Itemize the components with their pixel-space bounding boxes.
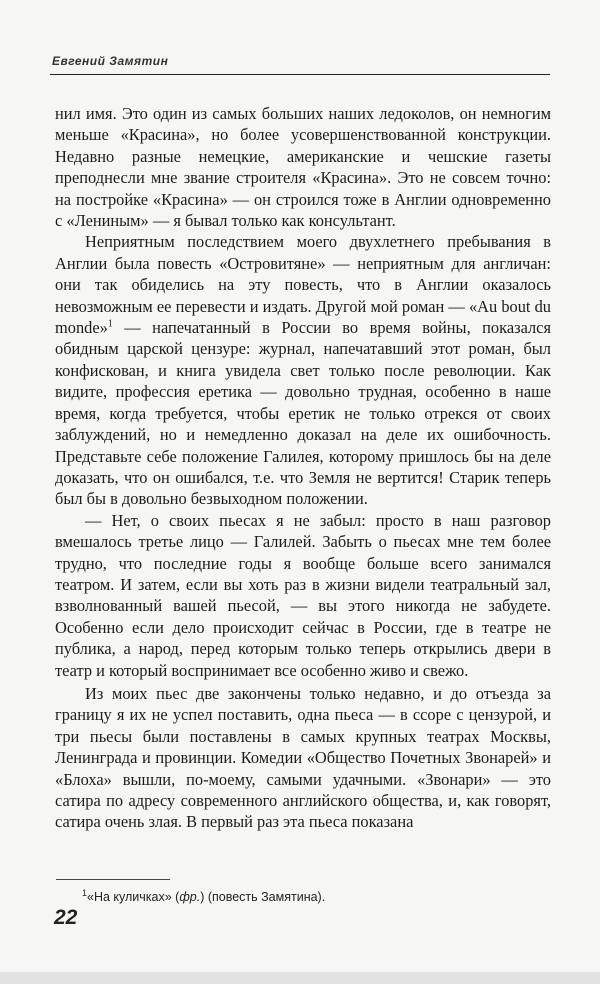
paragraph-part: Неприятным последствием моего двухлетнего пребывания в Англии была повесть «Островитяне» — неприятным для англичан: они так обиделись на эту повесть, что в Англии оказалось невозможным ее перевести и издать. Другой мой роман — «Au bout du monde»: [55, 232, 551, 338]
paragraph: Из моих пьес две закончены только недавно, и до отъезда за границу я их не успел поставить, одна пьеса — в ссоре с цензурой, и три пьесы были поставлены в самых крупных театрах Москвы, Ленинграда и провинции. Комедии «Общество Почетных Звонарей» и «Блоха» вышли, по-моему, самыми удачными. «Звонари» — это сатира по адресу современного английского общества, и, как говорят, сатира очень злая. В первый раз эта пьеса показана: [55, 683, 551, 832]
main-text: [55, 103, 551, 833]
footnote-marker: 1: [82, 888, 88, 898]
viewer-bottom-edge: [0, 972, 600, 984]
paragraph: [55, 231, 551, 509]
footnote-reference[interactable]: 1: [107, 318, 113, 330]
header-author: Евгений Замятин: [52, 54, 169, 68]
footnote-text-italic: фр.: [179, 890, 201, 905]
footnote-text: «На куличках» (: [87, 890, 180, 905]
paragraph: — Нет, о своих пьесах я не забыл: просто в наш разговор вмешалось третье лицо — Галилей. Забыть о пьесах мне тем более трудно, что последние годы я вообще больше всего занимался театром. И затем, если вы хоть раз в жизни видели театральный зал, взволнованный вашей пьесой, — вы этого никогда не забудете. Особенно если дело происходит сейчас в России, где в театре не публика, а народ, перед которым только теперь открылись двери в театр и который воспринимает все особенно живо и свежо.: [55, 510, 551, 680]
running-header: [50, 48, 550, 75]
footnote-divider: [56, 879, 170, 880]
paragraph-part: — напечатанный в России во время войны, показался обидным царской цензуре: журнал, напечатавший этот роман, был конфискован, и книга увидела свет только после революции. Как видите, профессия еретика — довольно трудная, особенно в наше время, когда требуется, чтобы еретик не только отрекся от своих заблуждений, но и немедленно доказал на деле их ошибочность. Представьте себе положение Галилея, которому пришлось бы на деле доказать, что он ошибался, т.е. что Земля не вертится! Старик теперь был бы в довольно безвыходном положении.: [55, 318, 551, 509]
footnote: [82, 888, 542, 904]
page-number: 22: [54, 906, 78, 929]
footnote-text: ) (повесть Замятина).: [200, 890, 326, 905]
paragraph: нил имя. Это один из самых больших наших ледоколов, он немногим меньше «Красина», но более усовершенствованной конструкции. Недавно разные немецкие, американские и чешские газеты преподнесли мне звание строителя «Красина». Это не совсем точно: на постройке «Красина» — он строился тоже в Англии одновременно с «Лениным» — я бывал только как консультант.: [55, 104, 551, 231]
